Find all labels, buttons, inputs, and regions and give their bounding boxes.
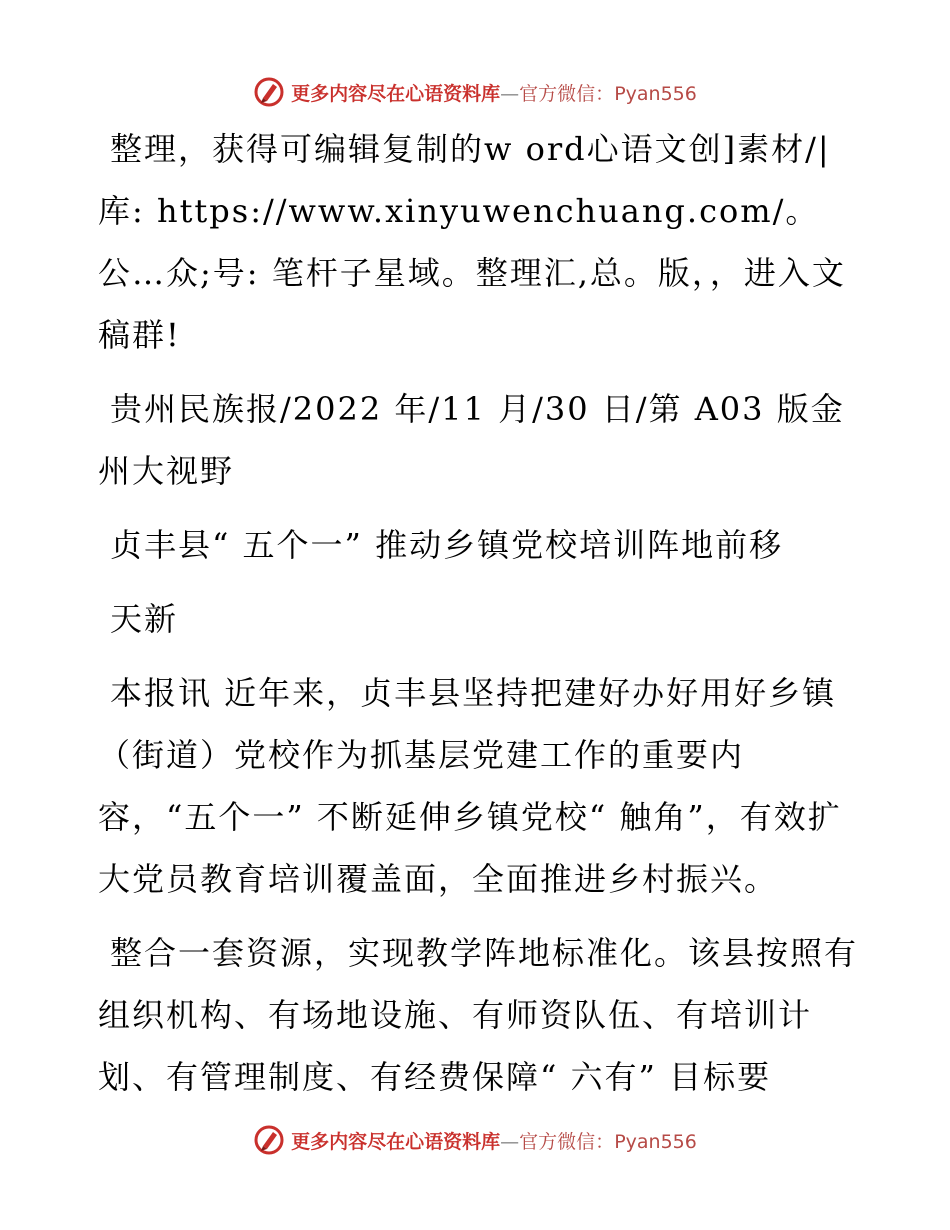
document-body bbox=[98, 118, 858, 1120]
article-author: 天新 bbox=[110, 600, 179, 638]
paragraph-lead: 本报讯 近年来，贞丰县坚持把建好办好用好乡镇（街道）党校作为抓基层党建工作的重要内容，“五个一” 不断延伸乡镇党校“ 触角”，有效扩大党员教育培训覆盖面，全面推进乡村振兴。 bbox=[98, 674, 842, 898]
paragraph-source: 贵州民族报/2022 年/11 月/30 日/第 A03 版金州大视野 bbox=[98, 390, 845, 490]
banner-dash: — bbox=[500, 82, 520, 105]
banner-text bbox=[291, 1127, 697, 1154]
banner-official: 官方微信： bbox=[519, 1130, 615, 1153]
banner-main: 更多内容尽在心语资料库 bbox=[291, 82, 501, 105]
banner-wechat: Pyan556 bbox=[614, 1130, 697, 1153]
banner-text bbox=[291, 79, 697, 106]
pen-logo-icon bbox=[253, 1124, 285, 1156]
footer-banner bbox=[0, 1122, 950, 1158]
pen-logo-icon bbox=[253, 76, 285, 108]
paragraph-intro: 整理，获得可编辑复制的w ord心语文创]素材/|库: https://www.xinyuwenchuang.com/。公…众;号: 笔杆子星域。整理汇,总。版，，进入文稿群! bbox=[98, 130, 846, 354]
header-banner bbox=[0, 74, 950, 110]
banner-dash: — bbox=[500, 1130, 520, 1153]
banner-main: 更多内容尽在心语资料库 bbox=[291, 1130, 501, 1153]
article-title: 贞丰县“ 五个一” 推动乡镇党校培训阵地前移 bbox=[110, 526, 784, 564]
banner-wechat: Pyan556 bbox=[614, 82, 697, 105]
banner-official: 官方微信： bbox=[519, 82, 615, 105]
paragraph-body: 整合一套资源，实现教学阵地标准化。该县按照有组织机构、有场地设施、有师资队伍、有培训计划、有管理制度、有经费保障“ 六有” 目标要 bbox=[98, 934, 859, 1096]
